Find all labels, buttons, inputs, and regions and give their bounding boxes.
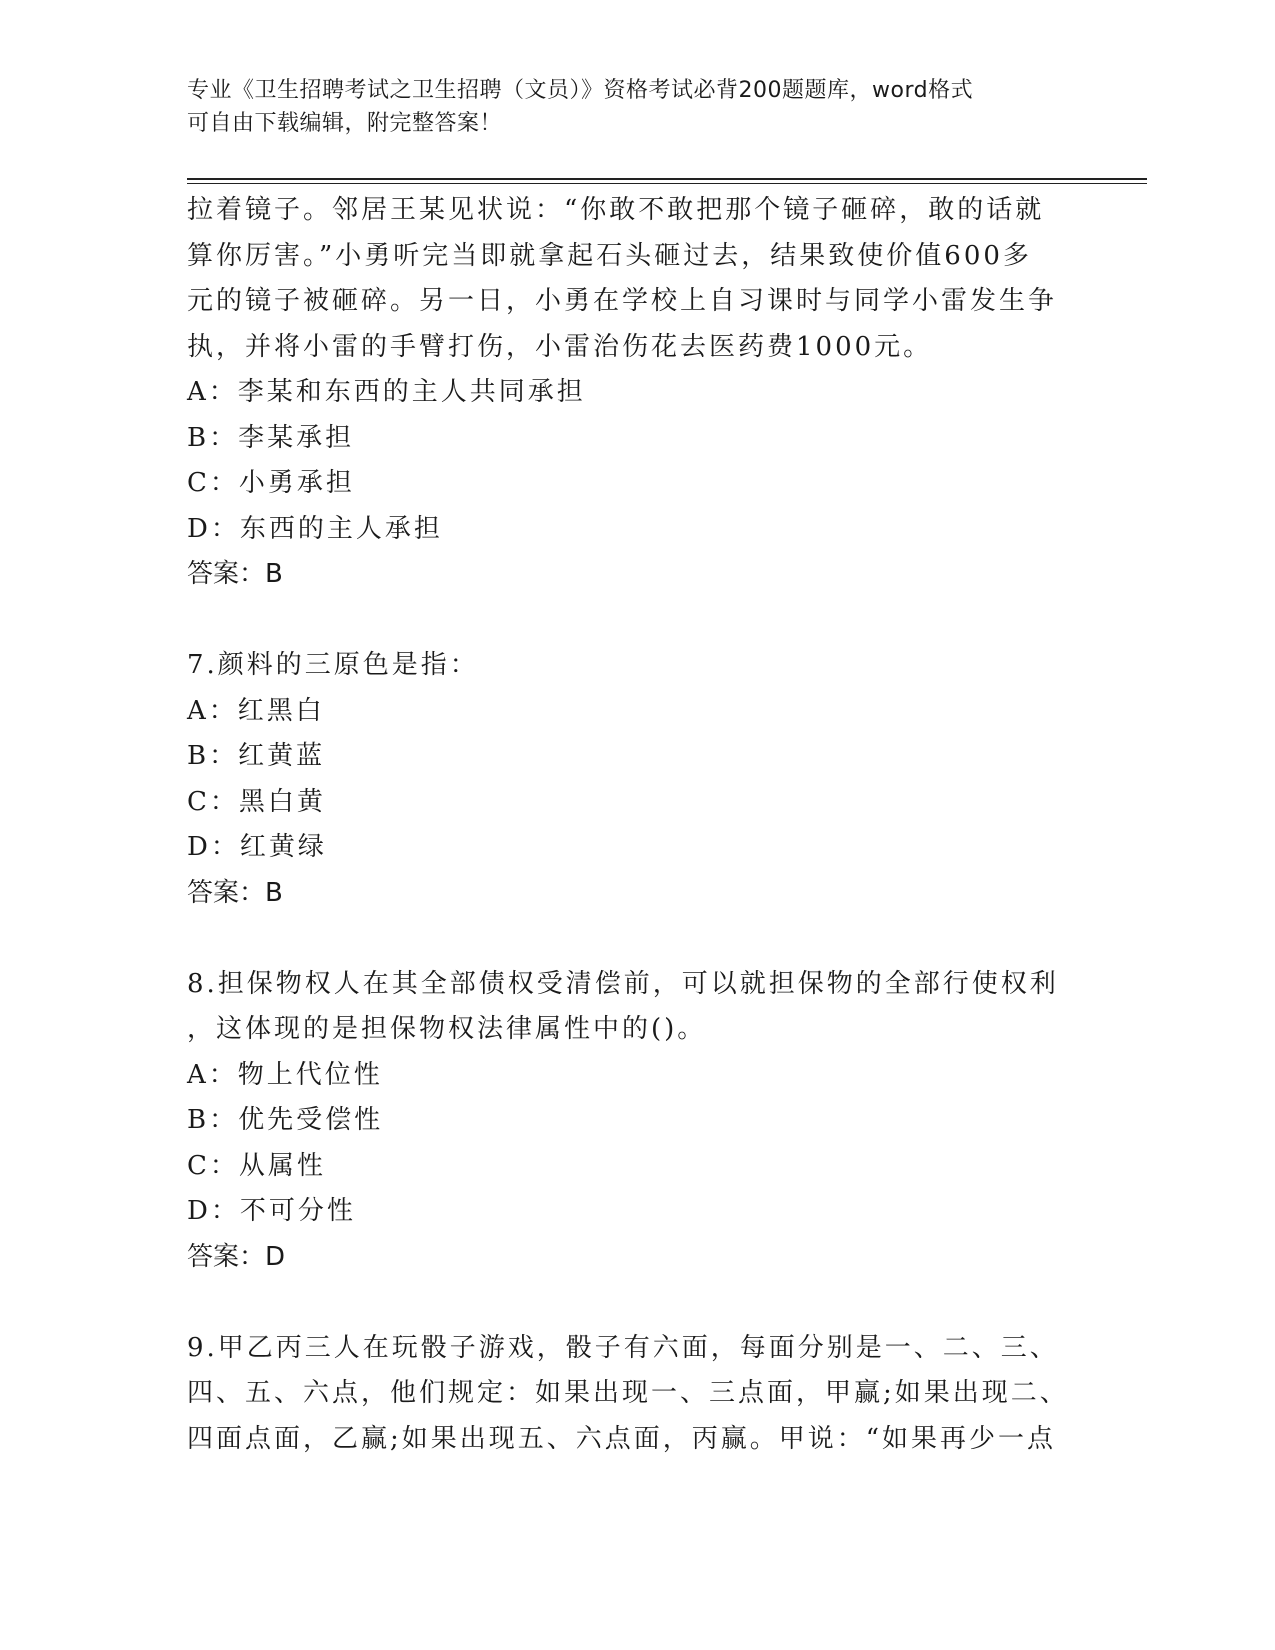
answer-line: 答案：D [187, 1241, 286, 1272]
option-d: D：红黄绿 [187, 832, 327, 862]
question-text-line: 算你厉害。”小勇听完当即就拿起石头砸过去，结果致使价值600多 [187, 240, 1032, 271]
header-divider-thin [187, 183, 1147, 184]
option-c: C：小勇承担 [187, 468, 355, 498]
document-header [187, 74, 1067, 140]
question-9 [187, 1326, 1067, 1463]
question-text-line: ，这体现的是担保物权法律属性中的()。 [187, 1014, 707, 1044]
spacer [187, 598, 1067, 644]
option-c: C：从属性 [187, 1150, 326, 1181]
question-text-line: 拉着镜子。邻居王某见状说：“你敢不敢把那个镜子砸碎，敢的话就 [187, 195, 1045, 225]
option-b: B：优先受偿性 [187, 1105, 384, 1135]
option-a: A：红黑白 [187, 695, 325, 726]
question-text-line: 执，并将小雷的手臂打伤，小雷治伤花去医药费1000元。 [187, 331, 933, 362]
answer-line: 答案：B [187, 877, 283, 908]
question-text-line: 四、五、六点，他们规定：如果出现一、三点面，甲赢;如果出现二、 [187, 1378, 1069, 1408]
option-b: B：李某承担 [187, 422, 355, 453]
question-text-line: 8.担保物权人在其全部债权受清偿前，可以就担保物的全部行使权利 [187, 968, 1059, 999]
question-text-line: 四面点面，乙赢;如果出现五、六点面，丙赢。甲说：“如果再少一点 [187, 1423, 1057, 1454]
header-title-line-1: 专业《卫生招聘考试之卫生招聘（文员）》资格考试必背200题题库，word格式 [187, 78, 974, 103]
option-d: D：东西的主人承担 [187, 513, 443, 544]
question-7 [187, 643, 1067, 916]
spacer [187, 916, 1067, 962]
option-c: C：黑白黄 [187, 786, 326, 817]
question-text-line: 元的镜子被砸碎。另一日，小勇在学校上自习课时与同学小雷发生争 [187, 286, 1058, 316]
spacer [187, 1280, 1067, 1326]
option-a: A：物上代位性 [187, 1059, 383, 1090]
header-divider-thick [187, 178, 1147, 180]
answer-line: 答案：B [187, 559, 283, 589]
question-8 [187, 962, 1067, 1281]
option-b: B：红黄蓝 [187, 741, 326, 771]
question-6-continued [187, 188, 1067, 598]
question-text-line: 9.甲乙丙三人在玩骰子游戏，骰子有六面，每面分别是一、二、三、 [187, 1332, 1059, 1363]
option-a: A：李某和东西的主人共同承担 [187, 377, 586, 407]
document-body [187, 188, 1067, 1462]
question-text-line: 7.颜料的三原色是指： [187, 650, 479, 680]
header-title-line-2: 可自由下载编辑，附完整答案！ [187, 111, 503, 136]
option-d: D：不可分性 [187, 1196, 356, 1226]
